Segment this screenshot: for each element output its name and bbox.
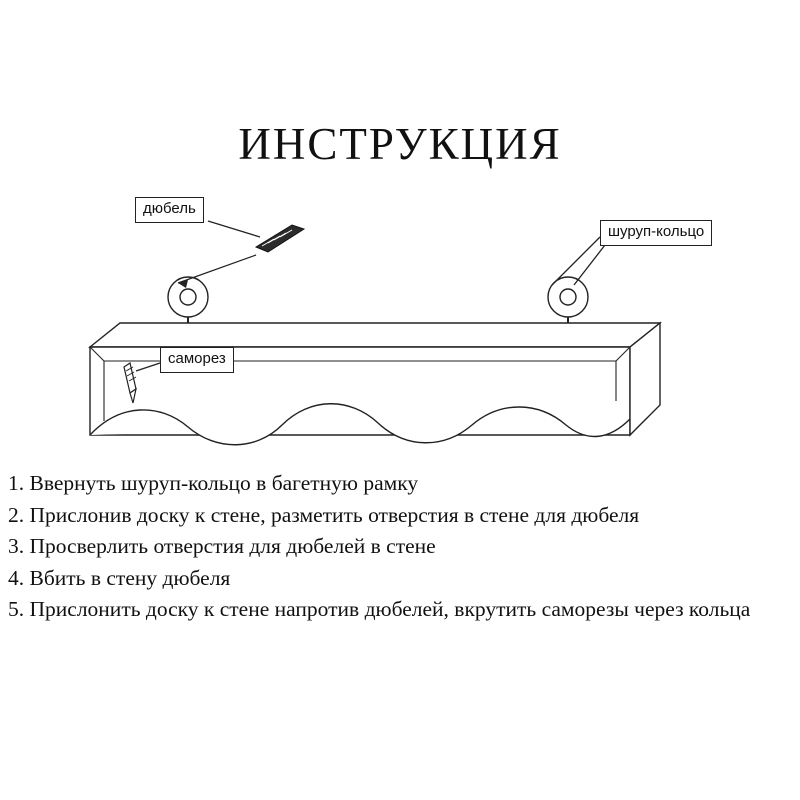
- step-item: 5. Прислонить доску к стене напротив дюбелей, вкрутить саморезы через кольца: [8, 597, 751, 622]
- dowel-illustration: [256, 225, 304, 252]
- leader-line-dubel: [208, 221, 260, 237]
- ring-screw-left: [168, 277, 208, 327]
- step-item: 2. Прислонив доску к стене, разметить отверстия в стене для дюбеля: [8, 502, 640, 527]
- instruction-steps: [8, 468, 798, 626]
- shelf-board: [90, 323, 660, 445]
- assembly-diagram: [60, 175, 760, 455]
- step-item: 3. Просверлить отверстия для дюбелей в стене: [8, 534, 436, 559]
- step-item: 1. Ввернуть шуруп-кольцо в багетную рамку: [8, 471, 419, 495]
- callout-ring-screw: шуруп-кольцо: [600, 220, 712, 246]
- callout-dubel: дюбель: [135, 197, 204, 223]
- callout-screw: саморез: [160, 347, 234, 373]
- ring-screw-right: [548, 277, 588, 327]
- step-item: 4. Вбить в стену дюбеля: [8, 565, 231, 590]
- leader-line-ring-screw: [574, 245, 605, 285]
- page-title: ИНСТРУКЦИЯ: [238, 119, 562, 169]
- arrow-dowel-to-ring: [178, 255, 256, 283]
